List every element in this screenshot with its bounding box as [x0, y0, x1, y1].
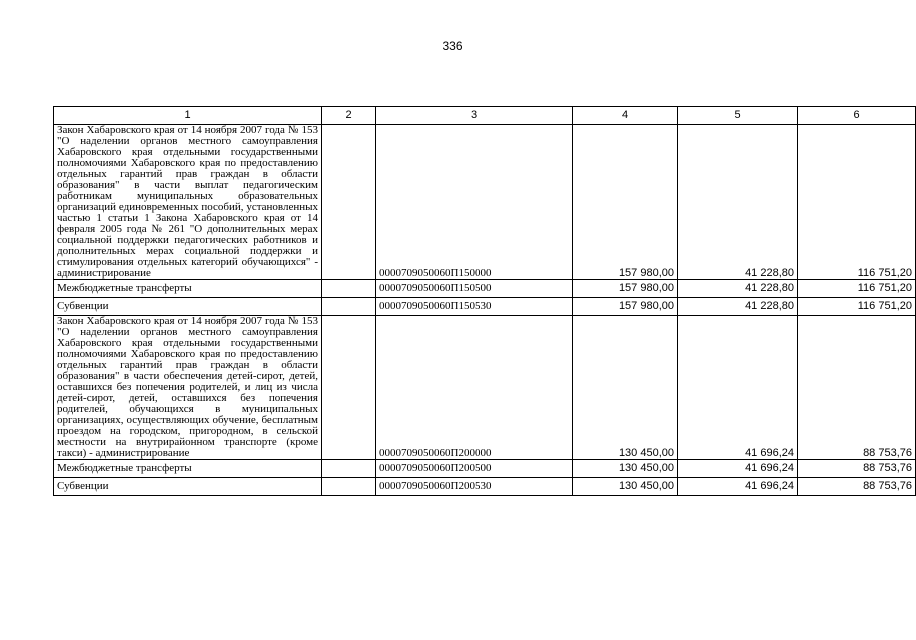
header-cell-3: 3: [376, 107, 573, 125]
row-col2-cell: [322, 125, 376, 280]
row-value-6-cell: 116 751,20: [798, 125, 916, 280]
row-name-cell: Межбюджетные трансферты: [54, 280, 322, 298]
header-cell-2: 2: [322, 107, 376, 125]
row-code-cell: 0000709050060П150500: [376, 280, 573, 298]
table-header-row: [54, 107, 916, 125]
row-col2-cell: [322, 280, 376, 298]
header-cell-6: 6: [798, 107, 916, 125]
row-code-cell: 0000709050060П150530: [376, 298, 573, 316]
row-name-cell: Закон Хабаровского края от 14 ноября 2007 года № 153 "О наделении органов местного самоуправления Хабаровского края отдельными государственными полномочиями Хабаровского края по предоставлению отдельных гарантий прав граждан в области образования" в части выплат педагогическим работникам муниципальных образовательных организаций единовременных пособий, установленных частью 1 статьи 1 Закона Хабаровского края от 14 февраля 2005 года № 261 "О дополнительных мерах социальной поддержки педагогических работников и дополнительных мерах социальной поддержки и стимулирования отдельных категорий обучающихся" - администрирование: [54, 125, 322, 280]
row-value-4-cell: 130 450,00: [573, 316, 678, 460]
row-value-4-cell: 130 450,00: [573, 478, 678, 496]
row-code-cell: 0000709050060П150000: [376, 125, 573, 280]
row-value-4-cell: 157 980,00: [573, 280, 678, 298]
table-row: [54, 298, 916, 316]
row-value-5-cell: 41 228,80: [678, 298, 798, 316]
row-value-5-cell: 41 696,24: [678, 460, 798, 478]
row-value-6-cell: 88 753,76: [798, 460, 916, 478]
header-cell-1: 1: [54, 107, 322, 125]
row-name-cell: Межбюджетные трансферты: [54, 460, 322, 478]
table-row: [54, 460, 916, 478]
row-code-cell: 0000709050060П200000: [376, 316, 573, 460]
table-row: [54, 478, 916, 496]
row-value-6-cell: 88 753,76: [798, 316, 916, 460]
row-name-cell: Субвенции: [54, 298, 322, 316]
row-col2-cell: [322, 478, 376, 496]
budget-table: [53, 106, 916, 496]
row-value-4-cell: 157 980,00: [573, 298, 678, 316]
row-col2-cell: [322, 460, 376, 478]
row-value-5-cell: 41 228,80: [678, 280, 798, 298]
row-value-6-cell: 116 751,20: [798, 298, 916, 316]
row-code-cell: 0000709050060П200500: [376, 460, 573, 478]
row-value-5-cell: 41 228,80: [678, 125, 798, 280]
row-code-cell: 0000709050060П200530: [376, 478, 573, 496]
row-col2-cell: [322, 298, 376, 316]
table-row: [54, 280, 916, 298]
row-value-4-cell: 130 450,00: [573, 460, 678, 478]
row-col2-cell: [322, 316, 376, 460]
table-row: [54, 125, 916, 280]
row-value-6-cell: 88 753,76: [798, 478, 916, 496]
row-value-5-cell: 41 696,24: [678, 478, 798, 496]
row-value-6-cell: 116 751,20: [798, 280, 916, 298]
header-cell-5: 5: [678, 107, 798, 125]
row-name-cell: Закон Хабаровского края от 14 ноября 2007 года № 153 "О наделении органов местного самоуправления Хабаровского края отдельными государственными полномочиями Хабаровского края по предоставлению отдельных гарантий прав граждан в области образования" в части обеспечения детей-сирот, детей, оставшихся без попечения родителей, и лиц из числа детей-сирот, детей, оставшихся без попечения родителей, обучающихся в муниципальных организациях, осуществляющих обучение, бесплатным проездом на городском, пригородном, в сельской местности на внутрирайонном транспорте (кроме такси) - администрирование: [54, 316, 322, 460]
page-number: 336: [442, 39, 463, 53]
header-cell-4: 4: [573, 107, 678, 125]
table-row: [54, 316, 916, 460]
row-name-cell: Субвенции: [54, 478, 322, 496]
row-value-4-cell: 157 980,00: [573, 125, 678, 280]
row-value-5-cell: 41 696,24: [678, 316, 798, 460]
